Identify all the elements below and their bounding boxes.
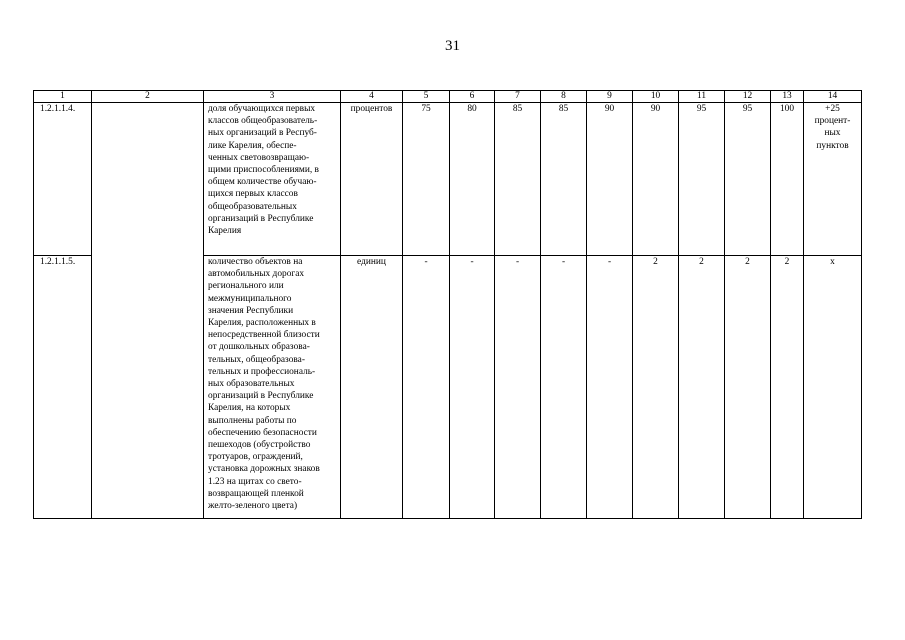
- description-line: Карелия: [208, 226, 242, 237]
- col14-line: ных: [824, 128, 841, 139]
- row-value: -: [450, 256, 495, 519]
- table-header-row: [34, 91, 862, 103]
- header-cell: 4: [341, 91, 403, 103]
- row-description: [204, 103, 341, 256]
- row-description: [204, 256, 341, 519]
- row-value: 95: [725, 103, 771, 256]
- header-cell: 9: [587, 91, 633, 103]
- row-col14: [804, 103, 862, 256]
- row-unit: процентов: [341, 103, 403, 256]
- description-line: обеспечению безопасности: [208, 427, 317, 438]
- description-line: общеобразовательных: [208, 201, 297, 212]
- description-line: установка дорожных знаков: [208, 464, 320, 475]
- header-cell: 2: [92, 91, 204, 103]
- row-code: 1.2.1.1.4.: [34, 103, 92, 256]
- description-line: непосредственной близости: [208, 330, 320, 341]
- row-value: 80: [450, 103, 495, 256]
- header-cell: 13: [771, 91, 804, 103]
- row-col2: [92, 103, 204, 519]
- header-cell: 11: [679, 91, 725, 103]
- header-cell: 1: [34, 91, 92, 103]
- indicators-table: [33, 90, 862, 519]
- description-line: ных образовательных: [208, 379, 295, 390]
- row-value: -: [495, 256, 541, 519]
- description-line: автомобильных дорогах: [208, 269, 305, 280]
- row-value: 2: [771, 256, 804, 519]
- description-line: желто-зеленого цвета): [208, 501, 298, 512]
- description-line: общем количестве обучаю-: [208, 177, 317, 188]
- page-number: 31: [445, 38, 460, 54]
- description-line: количество объектов на: [208, 257, 303, 267]
- row-value: -: [403, 256, 450, 519]
- header-cell: 5: [403, 91, 450, 103]
- row-col14: [804, 256, 862, 519]
- description-line: Карелия, на которых: [208, 403, 291, 414]
- description-line: ченных световозвращаю-: [208, 152, 310, 163]
- header-cell: 8: [541, 91, 587, 103]
- row-value: 90: [587, 103, 633, 256]
- description-line: межмуниципального: [208, 293, 292, 304]
- description-line: организаций в Республике: [208, 391, 314, 402]
- description-line: организаций в Республике: [208, 213, 314, 224]
- description-line: от дошкольных образова-: [208, 342, 310, 353]
- row-value: 95: [679, 103, 725, 256]
- description-line: тельных, общеобразова-: [208, 354, 305, 365]
- row-value: 85: [495, 103, 541, 256]
- row-value: 100: [771, 103, 804, 256]
- row-value: 75: [403, 103, 450, 256]
- description-line: классов общеобразователь-: [208, 116, 318, 127]
- row-unit: единиц: [341, 256, 403, 519]
- header-cell: 3: [204, 91, 341, 103]
- description-line: тельных и профессиональ-: [208, 366, 316, 377]
- description-line: тротуаров, ограждений,: [208, 452, 303, 463]
- description-line: 1.23 на щитах со свето-: [208, 476, 302, 487]
- col14-line: х: [830, 257, 835, 267]
- header-cell: 12: [725, 91, 771, 103]
- table-row: [34, 103, 862, 256]
- description-line: доля обучающихся первых: [208, 104, 316, 114]
- row-value: 85: [541, 103, 587, 256]
- description-line: щими приспособлениями, в: [208, 165, 319, 176]
- row-value: 2: [725, 256, 771, 519]
- row-code: 1.2.1.1.5.: [34, 256, 92, 519]
- row-value: -: [541, 256, 587, 519]
- description-line: лике Карелия, обеспе-: [208, 140, 297, 151]
- description-line: Карелия, расположенных в: [208, 318, 316, 329]
- row-value: 90: [633, 103, 679, 256]
- header-cell: 14: [804, 91, 862, 103]
- col14-line: пунктов: [816, 140, 849, 151]
- description-line: пешеходов (обустройство: [208, 440, 311, 451]
- row-value: -: [587, 256, 633, 519]
- description-line: щихся первых классов: [208, 189, 298, 200]
- header-cell: 10: [633, 91, 679, 103]
- description-line: выполнены работы по: [208, 415, 297, 426]
- description-line: ных организаций в Респуб-: [208, 128, 317, 139]
- row-value: 2: [633, 256, 679, 519]
- header-cell: 6: [450, 91, 495, 103]
- row-value: 2: [679, 256, 725, 519]
- description-line: регионального или: [208, 281, 284, 292]
- description-line: возвращающей пленкой: [208, 488, 304, 499]
- col14-line: +25: [825, 104, 840, 114]
- col14-line: процент-: [814, 116, 851, 127]
- header-cell: 7: [495, 91, 541, 103]
- description-line: значения Республики: [208, 305, 294, 316]
